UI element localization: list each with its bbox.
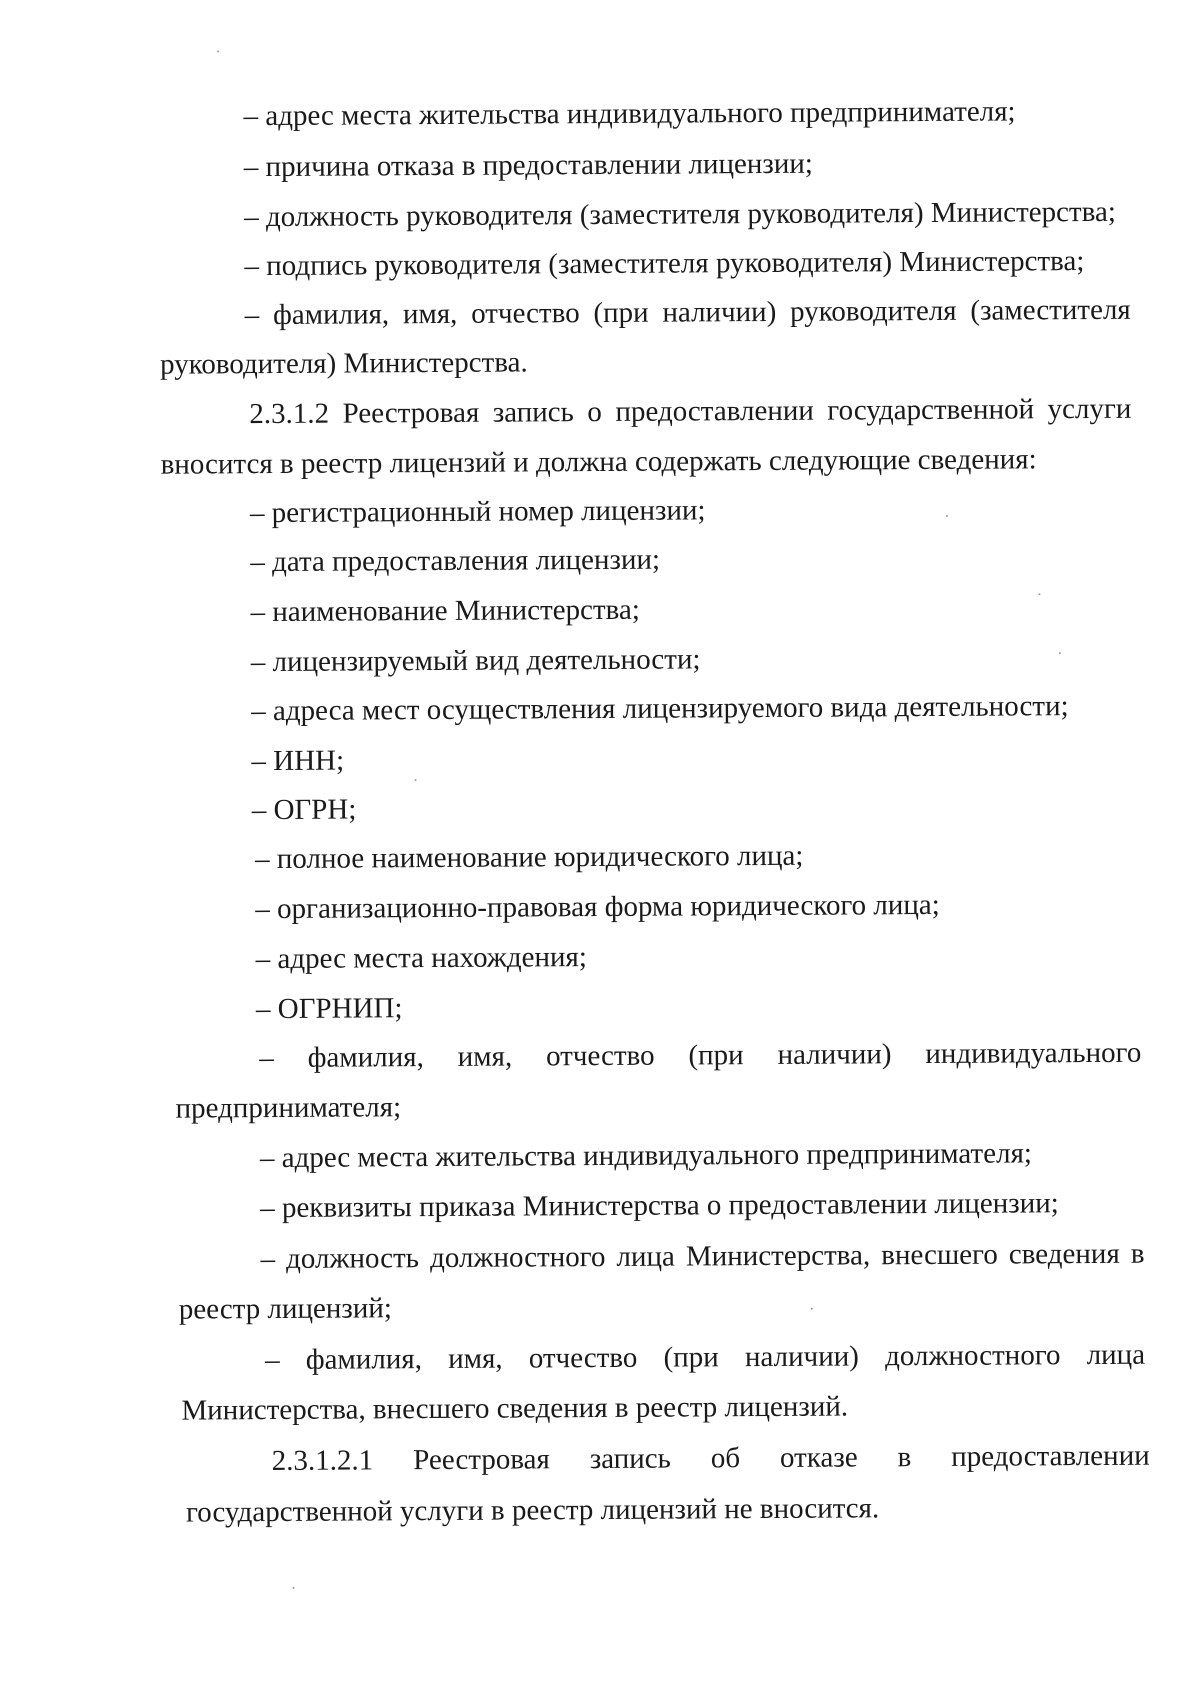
word: запись [492,396,574,429]
word: (при [593,296,649,330]
text-line-justified [265,1337,1145,1378]
text-line-justified [260,1236,1144,1277]
word: государственной [827,393,1035,427]
word: фамилия, [305,1343,423,1376]
scan-speck [415,779,417,781]
word: индивидуального [925,1036,1142,1071]
word: Реестровая [342,396,480,430]
word: услуги [1047,392,1132,426]
text-line-justified [245,292,1131,333]
word: фамилия, [272,298,390,331]
text-line: – дата предоставления лицензии; [250,543,661,579]
scan-speck [1059,652,1061,654]
scan-speck [217,50,219,52]
text-line: – лицензируемый вид деятельности; [250,643,701,679]
text-line-justified [249,391,1131,432]
word: должностного [429,1240,606,1275]
word: должность [285,1242,420,1275]
text-line: – адрес места нахождения; [255,941,588,976]
word: Министерства, [685,1239,871,1273]
word: – [260,1242,276,1276]
word: должностного [884,1339,1061,1373]
text-line: руководителя) Министерства. [159,346,528,381]
text-line: предпринимателя; [175,1091,402,1125]
text-line: реестр лицензий; [178,1292,392,1326]
scan-speck [811,1308,813,1310]
text-line: – организационно-правовая форма юридического лица; [255,888,940,926]
text-line-justified [272,1438,1150,1479]
word: имя, [448,1342,503,1375]
word: – [259,1041,274,1075]
text-line: – адреса мест осуществления лицензируемого вида деятельности; [251,690,1069,728]
word: 2.3.1.2.1 [271,1444,374,1478]
text-line: – ИНН; [251,744,345,778]
word: лица [1086,1338,1146,1372]
word: наличии) [777,1038,892,1071]
text-line: – должность руководителя (заместителя руководителя) Министерства; [244,195,1116,234]
text-line: – подпись руководителя (заместителя руководителя) Министерства; [244,245,1085,283]
text-line: вносится в реестр лицензий и должна содержать следующие сведения: [160,443,1037,481]
word: (при [663,1341,719,1374]
word: имя, [457,1040,513,1073]
word: в [1130,1237,1145,1270]
text-line: государственной услуги в реестр лицензий не вносится. [185,1492,880,1529]
word: 2.3.1.2 [249,397,330,431]
word: предоставлении [615,394,814,428]
word: наличии) [744,1340,859,1374]
text-line: – адрес места жительства индивидуального предпринимателя; [259,1137,1033,1175]
word: запись [589,1442,671,1476]
word: отчество [545,1039,655,1073]
word: лица [616,1240,675,1273]
word: Реестровая [413,1443,550,1477]
word: внесшего [881,1238,998,1272]
scan-speck [293,1587,295,1589]
text-line: – ОГРН; [251,793,357,827]
word: об [710,1442,741,1475]
word: руководителя [789,294,957,328]
word: – [244,299,260,332]
text-line: – причина отказа в предоставлении лицензии; [243,147,813,184]
text-line: – полное наименование юридического лица; [254,839,804,876]
text-line-justified [259,1035,1141,1076]
word: о [587,395,602,429]
word: отказе [779,1441,858,1474]
text-line: Министерства, внесшего сведения в реестр лицензий. [181,1390,849,1427]
word: отчество [528,1341,638,1375]
text-line: – ОГРНИП; [255,992,403,1026]
word: (заместителя [970,293,1131,327]
text-line: – реквизиты приказа Министерства о предоставлении лицензии; [260,1187,1059,1225]
word: – [265,1343,280,1377]
text-line: – регистрационный номер лицензии; [249,494,706,530]
text-line: – наименование Министерства; [250,593,640,629]
scan-speck [1038,593,1040,595]
word: сведения [1008,1237,1120,1271]
word: наличии) [662,295,777,329]
text-line: – адрес места жительства индивидуального предпринимателя; [243,95,1016,133]
word: фамилия, [307,1041,424,1074]
scan-speck [946,515,948,517]
word: отчество [471,297,580,330]
word: имя, [402,297,458,331]
word: (при [688,1039,744,1072]
word: в [897,1441,912,1474]
word: предоставлении [951,1439,1150,1473]
